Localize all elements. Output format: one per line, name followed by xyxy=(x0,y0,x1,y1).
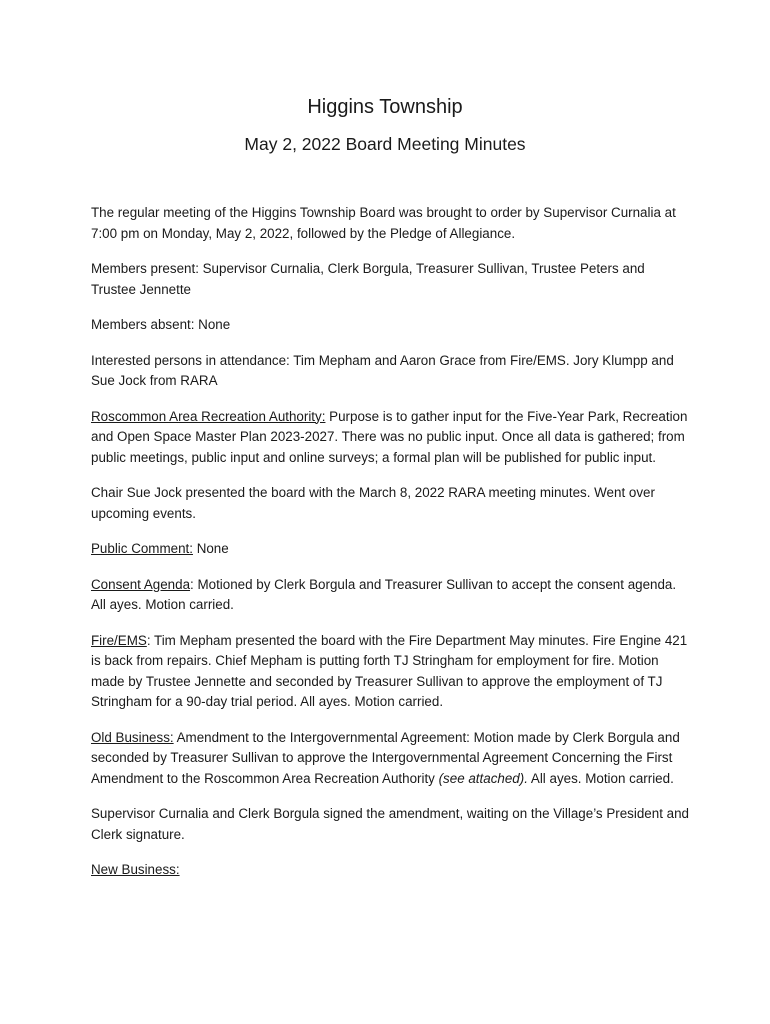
public-comment-paragraph xyxy=(91,539,689,560)
old-business-paragraph xyxy=(91,728,689,790)
old-business-text: Amendment to the Intergovernmental Agreement: Motion made by Clerk Borgula and seconded by Treasurer Sullivan to approve the Intergovernmental Agreement Concerning the First Amendment to the Roscommon Area Recreation Authority xyxy=(91,729,680,786)
members-present-paragraph: Members present: Supervisor Curnalia, Clerk Borgula, Treasurer Sullivan, Trustee Peters and Trustee Jennette xyxy=(91,261,645,297)
document-title: Higgins Township xyxy=(307,96,463,118)
consent-agenda-paragraph xyxy=(91,575,689,616)
public-comment-text: None xyxy=(192,541,229,556)
fire-ems-text: : Tim Mepham presented the board with the Fire Department May minutes. Fire Engine 421 is back from repairs. Chief Mepham is putting forth TJ Stringham for employment for fire. Motion made by Trustee Jennette and seconded by Treasurer Sullivan to approve the employment of TJ Stringham for a 90-day trial period. All ayes. Motion carried. xyxy=(91,632,688,709)
old-business-heading: Old Business: xyxy=(91,729,174,745)
interested-persons-paragraph: Interested persons in attendance: Tim Mepham and Aaron Grace from Fire/EMS. Jory Klumpp and Sue Jock from RARA xyxy=(91,352,674,388)
intro-paragraph: The regular meeting of the Higgins Township Board was brought to order by Supervisor Curnalia at 7:00 pm on Monday, May 2, 2022, followed by the Pledge of Allegiance. xyxy=(91,205,676,241)
fire-ems-paragraph xyxy=(91,631,689,713)
consent-agenda-text: : Motioned by Clerk Borgula and Treasurer Sullivan to accept the consent agenda. All ayes. Motion carried. xyxy=(91,576,677,612)
public-comment-heading: Public Comment: xyxy=(91,541,193,556)
old-business-italic: (see attached). xyxy=(438,770,528,786)
members-absent-paragraph: Members absent: None xyxy=(91,317,231,332)
new-business-heading: New Business: xyxy=(91,862,180,877)
rara-minutes-paragraph: Chair Sue Jock presented the board with the March 8, 2022 RARA meeting minutes. Went over upcoming events. xyxy=(91,485,655,521)
signature-paragraph: Supervisor Curnalia and Clerk Borgula signed the amendment, waiting on the Village’s President and Clerk signature. xyxy=(91,806,689,842)
consent-agenda-heading: Consent Agenda xyxy=(91,576,191,592)
old-business-end: All ayes. Motion carried. xyxy=(527,770,674,786)
rara-heading: Roscommon Area Recreation Authority: xyxy=(91,408,326,424)
rara-text: Purpose is to gather input for the Five-Year Park, Recreation and Open Space Master Plan 2023-2027. There was no public input. Once all data is gathered; from public meetings, public input and online surveys; a formal plan will be published for public input. xyxy=(91,408,688,465)
fire-ems-heading: Fire/EMS xyxy=(91,632,147,648)
document-subtitle: May 2, 2022 Board Meeting Minutes xyxy=(244,134,526,154)
new-business-paragraph xyxy=(91,860,689,881)
rara-paragraph xyxy=(91,407,689,469)
minutes-body xyxy=(91,203,689,896)
